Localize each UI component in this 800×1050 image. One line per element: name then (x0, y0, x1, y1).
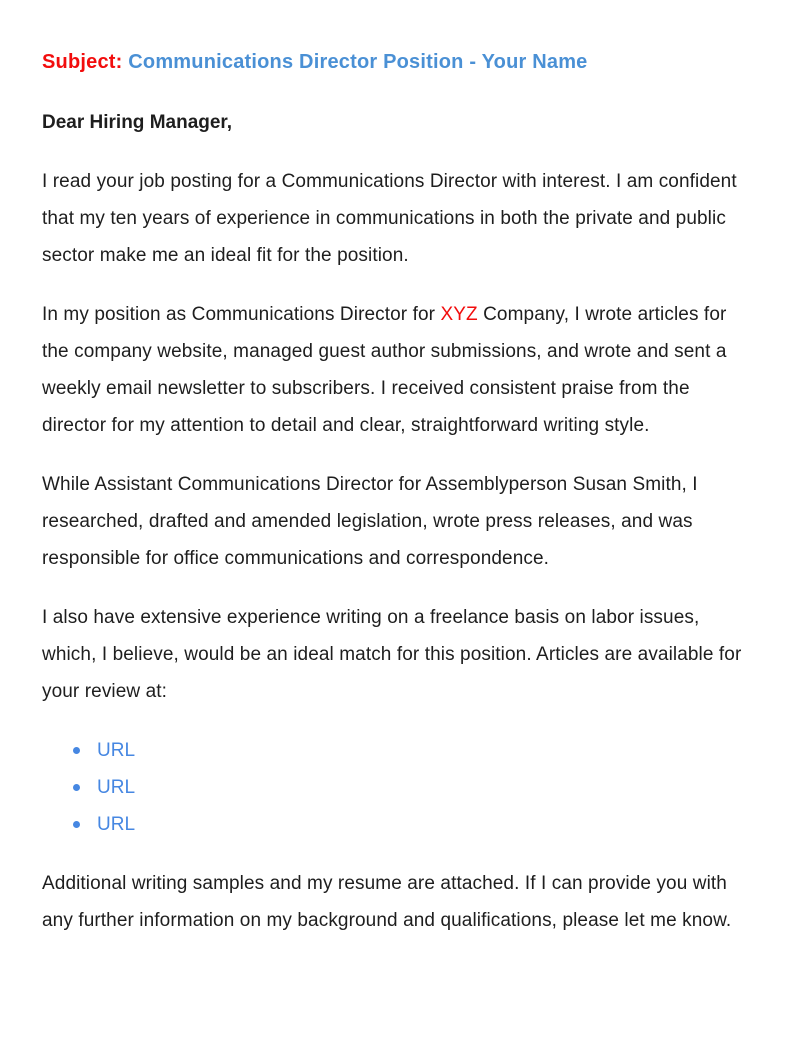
paragraph-closing: Additional writing samples and my resume are attached. If I can provide you with any further information on my background and qualifications, please let me know. (42, 873, 732, 931)
url-list (42, 732, 758, 843)
list-item (73, 806, 758, 843)
paragraph-freelance: I also have extensive experience writing on a freelance basis on labor issues, which, I believe, would be an ideal match for this position. Articles are available for your review at: (42, 607, 742, 702)
paragraph-assistant-role: While Assistant Communications Director for Assemblyperson Susan Smith, I researched, drafted and amended legislation, wrote press releases, and was responsible for office communications and correspondence. (42, 474, 698, 569)
bullet-icon (73, 747, 80, 754)
paragraph-experience-after: Company, I wrote articles for the company website, managed guest author submissions, and wrote and sent a weekly email newsletter to subscribers. I received consistent praise from the director for my attention to detail and clear, straightforward writing style. (42, 304, 727, 436)
subject-label: Subject: (42, 51, 123, 73)
paragraph-intro: I read your job posting for a Communications Director with interest. I am confident that my ten years of experience in communications in both the private and public sector make me an ideal fit for the position. (42, 171, 737, 266)
bullet-icon (73, 784, 80, 791)
article-url-link-3[interactable]: URL (97, 814, 136, 835)
list-item (73, 732, 758, 769)
subject-line (42, 44, 758, 81)
subject-title: Communications Director Position - Your Name (128, 51, 588, 73)
list-item (73, 769, 758, 806)
paragraph-experience (42, 296, 758, 444)
salutation: Dear Hiring Manager, (42, 112, 233, 133)
article-url-link-1[interactable]: URL (97, 740, 136, 761)
paragraph-experience-before: In my position as Communications Director for (42, 304, 441, 325)
bullet-icon (73, 821, 80, 828)
article-url-link-2[interactable]: URL (97, 777, 136, 798)
company-name-highlight: XYZ (440, 304, 478, 325)
